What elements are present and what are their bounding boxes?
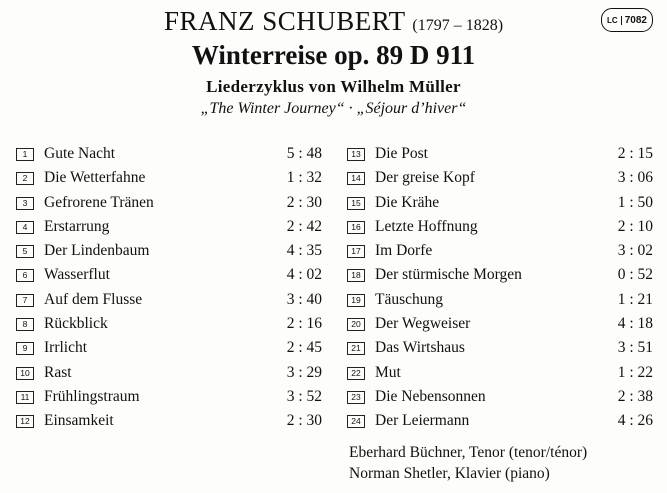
track-duration: 2 : 38 bbox=[617, 387, 653, 405]
track-title: Irrlicht bbox=[44, 339, 88, 357]
track-number: 9 bbox=[16, 342, 34, 355]
composer-line bbox=[0, 6, 667, 37]
track-title: Die Nebensonnen bbox=[375, 387, 486, 405]
track-row bbox=[347, 263, 653, 287]
track-row bbox=[16, 239, 322, 263]
track-row bbox=[347, 336, 653, 360]
track-duration: 2 : 30 bbox=[286, 412, 322, 430]
track-number: 5 bbox=[16, 245, 34, 258]
track-number: 10 bbox=[16, 367, 34, 380]
track-number: 7 bbox=[16, 294, 34, 307]
track-number: 11 bbox=[16, 391, 34, 404]
track-duration: 4 : 02 bbox=[286, 266, 322, 284]
singer-credit: Eberhard Büchner, Tenor (tenor/ténor) bbox=[349, 444, 588, 461]
track-title: Gute Nacht bbox=[44, 145, 116, 162]
track-number: 18 bbox=[347, 269, 365, 282]
track-number: 1 bbox=[16, 148, 34, 161]
track-row bbox=[347, 215, 653, 239]
track-row bbox=[347, 312, 653, 336]
composer-name: FRANZ SCHUBERT bbox=[163, 6, 406, 36]
track-title: Der Lindenbaum bbox=[44, 242, 150, 260]
track-number: 12 bbox=[16, 415, 34, 428]
track-title: Auf dem Flusse bbox=[44, 290, 143, 308]
track-number: 15 bbox=[347, 197, 365, 210]
label-code-prefix: LC bbox=[607, 16, 622, 25]
work-title: Winterreise op. 89 D 911 bbox=[191, 40, 476, 70]
performer-credits bbox=[349, 442, 587, 484]
track-row bbox=[347, 166, 653, 190]
track-duration: 4 : 35 bbox=[286, 242, 322, 260]
track-number: 17 bbox=[347, 245, 365, 258]
track-number: 13 bbox=[347, 148, 365, 161]
track-row bbox=[347, 142, 653, 166]
track-duration: 3 : 29 bbox=[286, 363, 322, 381]
track-title: Die Post bbox=[375, 145, 428, 162]
track-number: 6 bbox=[16, 269, 34, 282]
track-title: Erstarrung bbox=[44, 217, 110, 235]
track-duration: 2 : 42 bbox=[286, 217, 322, 235]
track-row bbox=[16, 191, 322, 215]
track-number: 3 bbox=[16, 197, 34, 210]
work-subtitle: Liederzyklus von Wilhelm Müller bbox=[206, 77, 461, 96]
track-duration: 3 : 02 bbox=[617, 242, 653, 260]
track-row bbox=[16, 288, 322, 312]
track-list-left bbox=[16, 142, 322, 434]
track-duration: 1 : 21 bbox=[617, 290, 653, 308]
track-row bbox=[16, 385, 322, 409]
track-title: Der Leiermann bbox=[375, 412, 470, 430]
track-number: 24 bbox=[347, 415, 365, 428]
track-number: 19 bbox=[347, 294, 365, 307]
track-title: Der Wegweiser bbox=[375, 315, 471, 333]
track-number: 23 bbox=[347, 391, 365, 404]
track-duration: 2 : 15 bbox=[617, 145, 653, 162]
track-row bbox=[347, 409, 653, 433]
track-duration: 3 : 51 bbox=[617, 339, 653, 357]
track-duration: 2 : 45 bbox=[286, 339, 322, 357]
track-duration: 3 : 40 bbox=[286, 290, 322, 308]
track-row bbox=[347, 385, 653, 409]
track-row bbox=[347, 288, 653, 312]
track-row bbox=[347, 191, 653, 215]
track-row bbox=[16, 312, 322, 336]
track-title: Der stürmische Morgen bbox=[375, 266, 522, 284]
track-title: Einsamkeit bbox=[44, 412, 114, 430]
label-code-number: 7082 bbox=[624, 14, 647, 26]
track-row bbox=[347, 239, 653, 263]
track-title: Täuschung bbox=[375, 290, 444, 308]
track-number: 20 bbox=[347, 318, 365, 331]
track-title: Das Wirtshaus bbox=[375, 339, 465, 357]
track-title: Mut bbox=[375, 363, 401, 381]
label-code-badge bbox=[601, 8, 653, 32]
track-duration: 2 : 10 bbox=[617, 217, 653, 235]
track-duration: 2 : 16 bbox=[286, 315, 322, 333]
track-row bbox=[16, 263, 322, 287]
track-row bbox=[16, 215, 322, 239]
track-duration: 1 : 50 bbox=[617, 193, 653, 211]
title-translations: „The Winter Journey“ · „Séjour d’hiver“ bbox=[200, 100, 467, 117]
track-number: 16 bbox=[347, 221, 365, 234]
track-number: 22 bbox=[347, 367, 365, 380]
track-duration: 4 : 18 bbox=[617, 315, 653, 333]
pianist-credit: Norman Shetler, Klavier (piano) bbox=[349, 465, 550, 482]
track-duration: 3 : 06 bbox=[617, 169, 653, 187]
track-title: Die Krähe bbox=[375, 193, 440, 211]
track-title: Gefrorene Tränen bbox=[44, 193, 154, 211]
track-list-right bbox=[347, 142, 653, 434]
track-title: Im Dorfe bbox=[375, 242, 433, 260]
track-number: 21 bbox=[347, 342, 365, 355]
track-duration: 1 : 22 bbox=[617, 363, 653, 381]
track-number: 2 bbox=[16, 172, 34, 185]
track-duration: 2 : 30 bbox=[286, 193, 322, 211]
track-row bbox=[16, 166, 322, 190]
track-title: Rückblick bbox=[44, 315, 108, 333]
track-duration: 4 : 26 bbox=[617, 412, 653, 430]
track-number: 8 bbox=[16, 318, 34, 331]
track-title: Rast bbox=[44, 363, 72, 381]
track-row bbox=[347, 361, 653, 385]
track-number: 14 bbox=[347, 172, 365, 185]
track-title: Wasserflut bbox=[44, 266, 110, 284]
track-row bbox=[16, 361, 322, 385]
track-duration: 1 : 32 bbox=[286, 169, 322, 187]
track-number: 4 bbox=[16, 221, 34, 234]
track-row bbox=[16, 409, 322, 433]
composer-dates: (1797 – 1828) bbox=[412, 17, 504, 34]
track-title: Frühlingstraum bbox=[44, 387, 140, 405]
track-title: Der greise Kopf bbox=[375, 169, 475, 187]
track-duration: 3 : 52 bbox=[286, 387, 322, 405]
track-duration: 0 : 52 bbox=[617, 266, 653, 284]
track-row bbox=[16, 336, 322, 360]
track-title: Letzte Hoffnung bbox=[375, 217, 478, 235]
track-title: Die Wetterfahne bbox=[44, 169, 146, 187]
track-row bbox=[16, 142, 322, 166]
track-duration: 5 : 48 bbox=[286, 145, 322, 162]
